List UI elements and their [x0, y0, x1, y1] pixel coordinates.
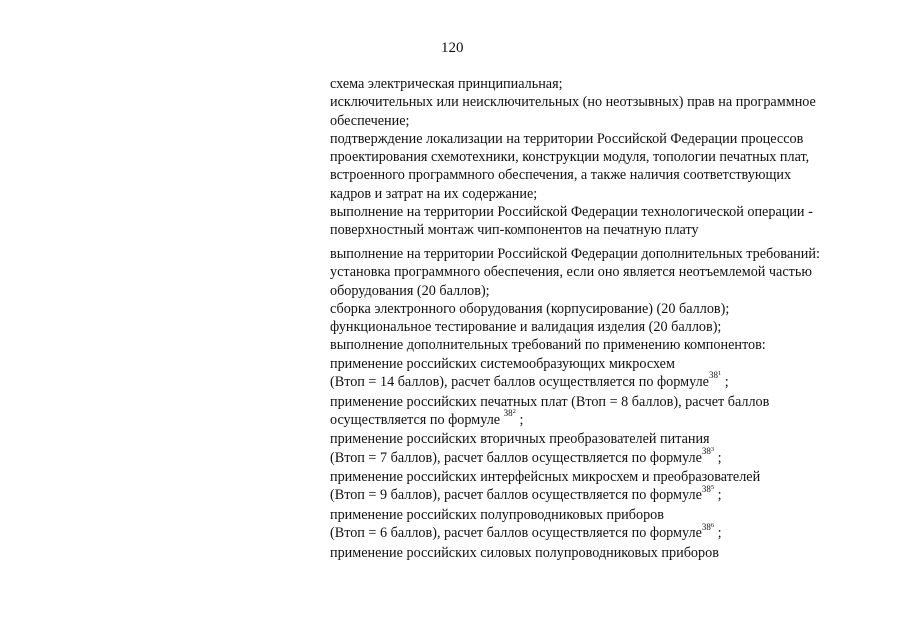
text-line: проектирования схемотехники, конструкции модуля, топологии печатных плат, [330, 149, 810, 166]
page-number: 120 [441, 40, 464, 56]
text-line: оборудования (20 баллов); [330, 282, 490, 299]
text-line: выполнение на территории Российской Федерации технологической операции - [330, 204, 813, 221]
text-line: применение российских печатных плат (Втоп = 8 баллов), расчет баллов [330, 393, 770, 410]
text-line: поверхностный монтаж чип-компонентов на печатную плату [330, 222, 699, 239]
formula-reference: 383 [701, 445, 715, 456]
formula-line: (Втоп = 6 баллов), расчет баллов осуществляется по формуле$^{38^6}$ ; [330, 521, 722, 542]
formula-reference: 386 [701, 521, 715, 532]
text-line: выполнение дополнительных требований по применению компонентов: [330, 337, 766, 354]
formula-text: (Втоп = 9 баллов), расчет баллов осуществляется по формуле [330, 487, 702, 504]
text-line: применение российских системообразующих микросхем [330, 355, 675, 372]
formula-line: (Втоп = 14 баллов), расчет баллов осуществляется по формуле$^{38^1}$ ; [330, 370, 729, 391]
formula-text: (Втоп = 7 баллов), расчет баллов осуществляется по формуле [330, 449, 702, 466]
text-line: установка программного обеспечения, если оно является неотъемлемой частью [330, 264, 812, 281]
text-line: исключительных или неисключительных (но неотзывных) прав на программное [330, 94, 816, 111]
formula-line: (Втоп = 7 баллов), расчет баллов осуществляется по формуле$^{38^3}$ ; [330, 445, 722, 466]
formula-line: осуществляется по формуле $^{38^2}$ ; [330, 408, 524, 428]
text-line: сборка электронного оборудования (корпусирование) (20 баллов); [330, 300, 730, 317]
text-line: применение российских интерфейсных микросхем и преобразователей [330, 469, 761, 486]
formula-text: (Втоп = 6 баллов), расчет баллов осуществляется по формуле [330, 525, 702, 542]
text-line: подтверждение локализации на территории Российской Федерации процессов [330, 130, 804, 147]
formula-text: осуществляется по формуле [330, 411, 501, 428]
formula-text: (Втоп = 14 баллов), расчет баллов осуществляется по формуле [330, 374, 709, 391]
text-line: встроенного программного обеспечения, а также наличия соответствующих [330, 167, 792, 184]
formula-reference: 385 [701, 483, 715, 494]
text-line: функциональное тестирование и валидация изделия (20 баллов); [330, 319, 722, 336]
formula-line: (Втоп = 9 баллов), расчет баллов осуществляется по формуле$^{38^5}$ ; [330, 483, 722, 504]
additional-requirements [330, 245, 870, 562]
text-line: обеспечение; [330, 112, 410, 129]
formula-reference: 382 [503, 408, 516, 419]
requirements-list [330, 75, 870, 240]
text-line: применение российских вторичных преобразователей питания [330, 431, 710, 448]
text-line: применение российских полупроводниковых приборов [330, 506, 664, 523]
text-line: применение российских силовых полупроводниковых приборов [330, 544, 719, 561]
formula-reference: 381 [708, 370, 722, 381]
text-line: кадров и затрат на их содержание; [330, 185, 538, 202]
text-line: выполнение на территории Российской Федерации дополнительных требований: [330, 246, 820, 262]
text-line: схема электрическая принципиальная; [330, 76, 563, 92]
